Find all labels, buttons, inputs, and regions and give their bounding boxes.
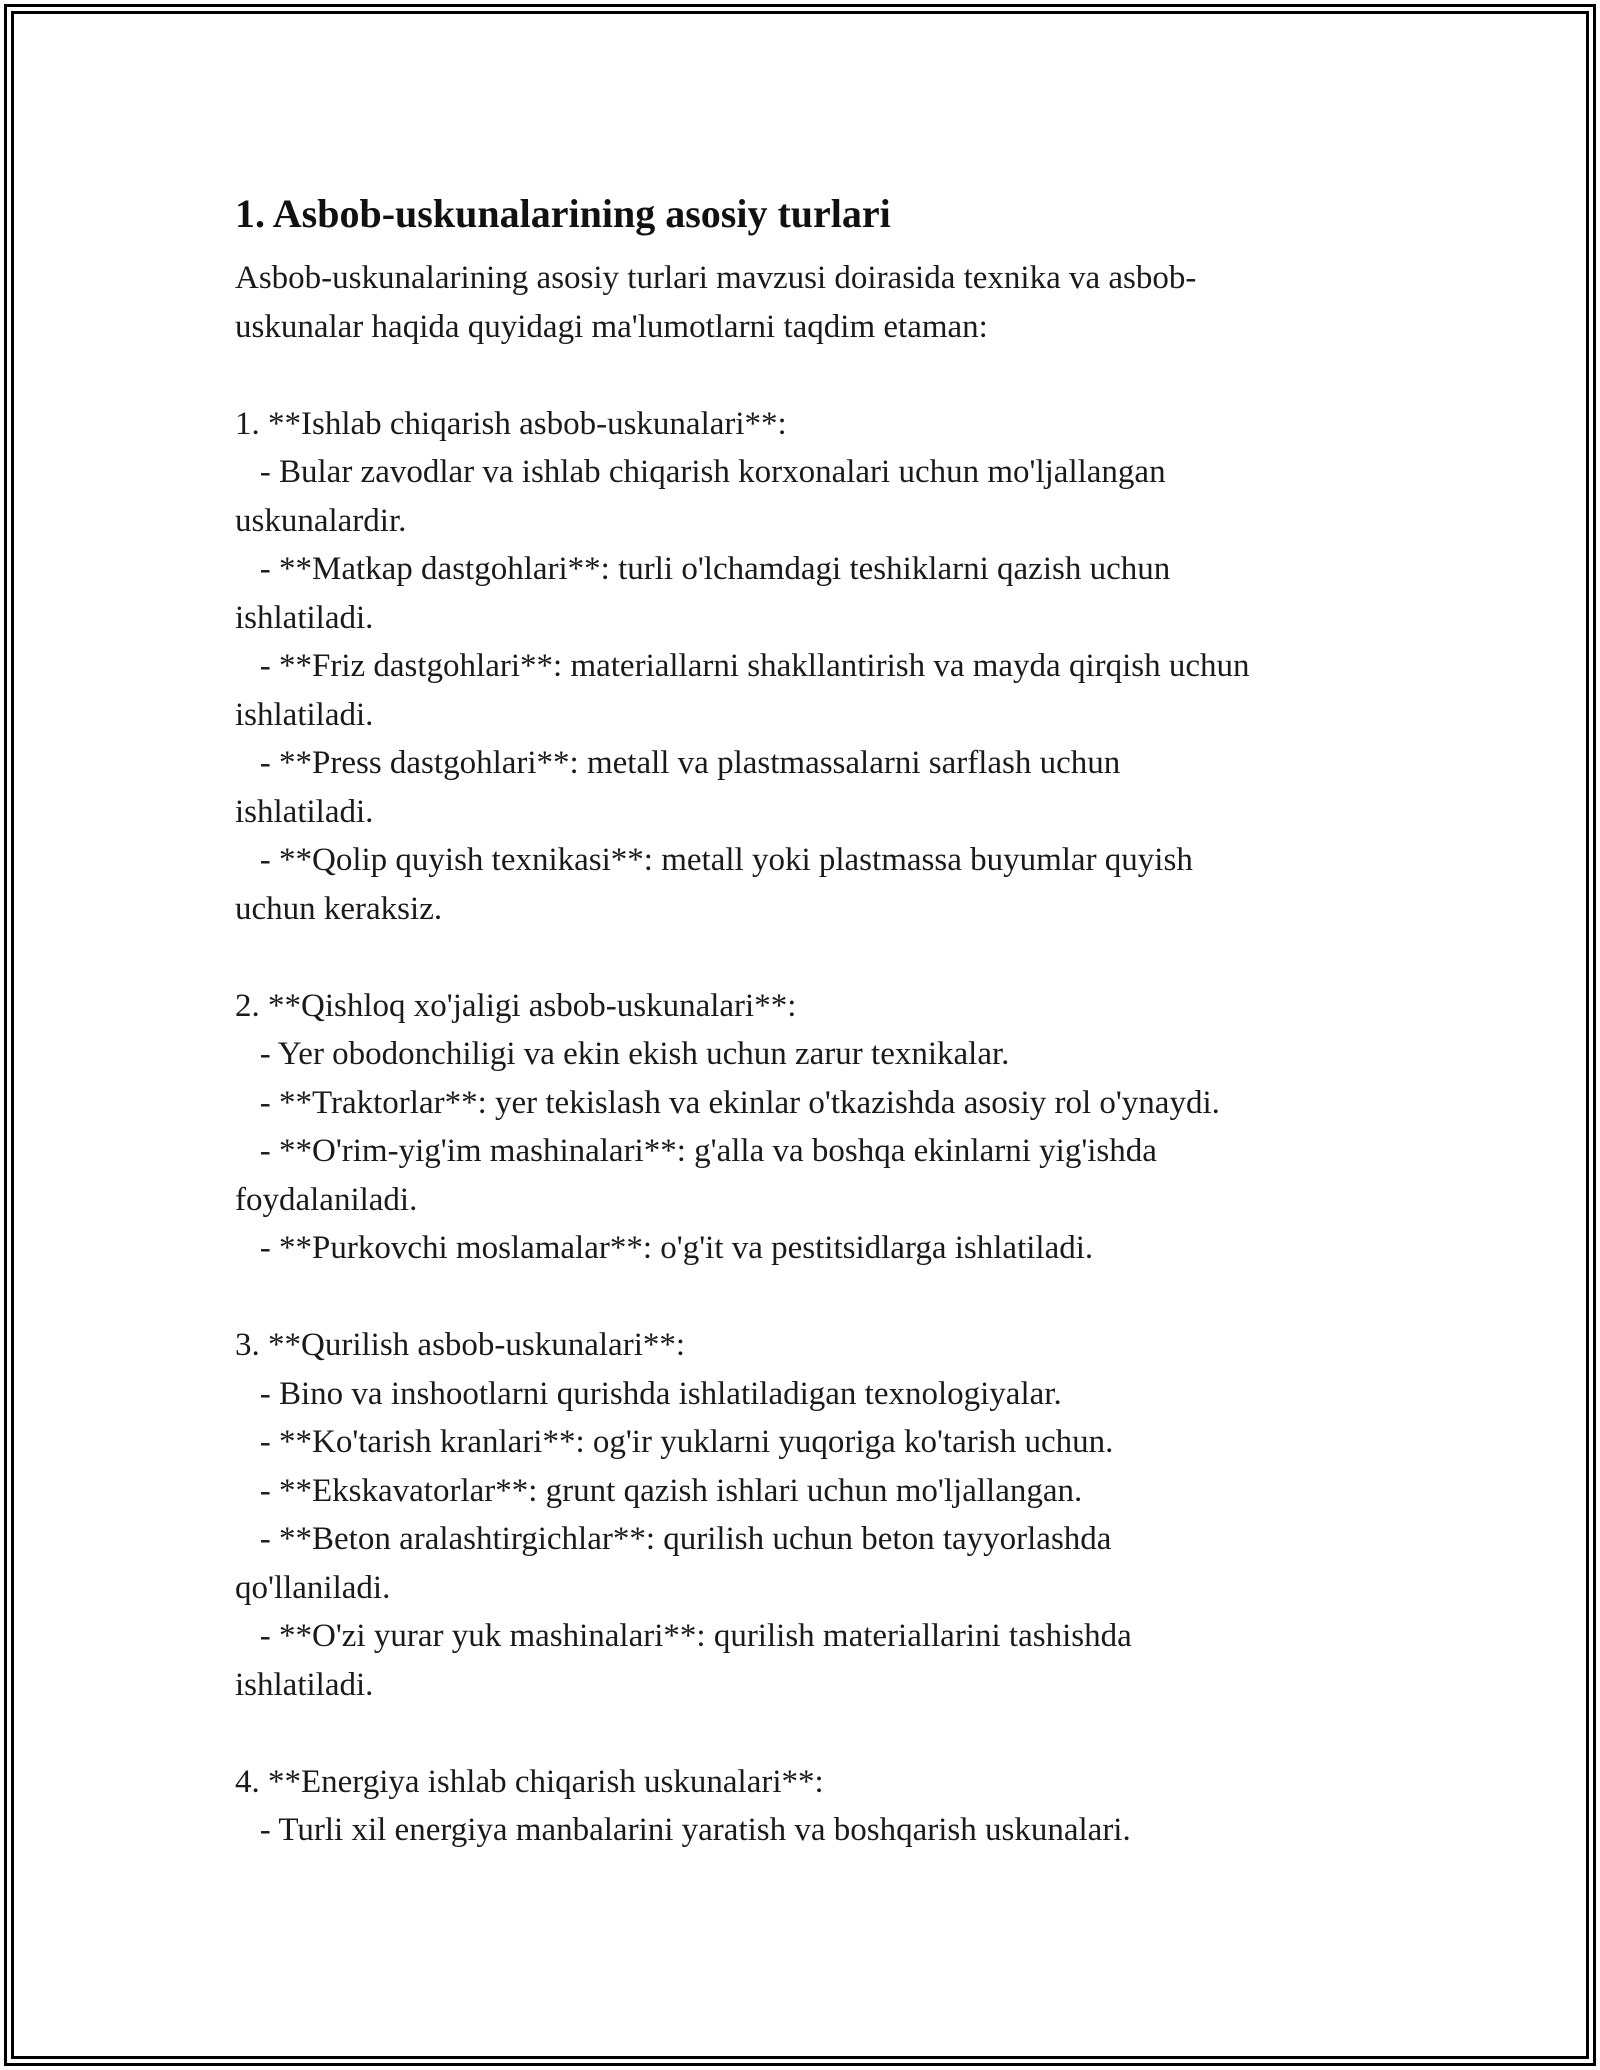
section-line: ishlatiladi. (235, 793, 374, 830)
section-construction (235, 1321, 1375, 1709)
intro-line: uskunalar haqida quyidagi ma'lumotlarni taqdim etaman: (235, 308, 988, 345)
section-manufacturing (235, 400, 1375, 934)
section-line: - **O'rim-yig'im mashinalari**: g'alla va boshqa ekinlarni yig'ishda (235, 1133, 1157, 1169)
intro-line: Asbob-uskunalarining asosiy turlari mavzusi doirasida texnika va asbob- (235, 260, 1197, 296)
section-line: - **Friz dastgohlari**: materiallarni shakllantirish va mayda qirqish uchun (235, 648, 1250, 684)
section-line: qo'llaniladi. (235, 1569, 391, 1606)
section-line: - **Ko'tarish kranlari**: og'ir yuklarni yuqoriga ko'tarish uchun. (235, 1424, 1114, 1460)
section-line: ishlatiladi. (235, 1666, 374, 1703)
paragraph-gap (235, 1273, 1375, 1322)
section-line: - **Purkovchi moslamalar**: o'g'it va pestitsidlarga ishlatiladi. (235, 1230, 1094, 1266)
intro-paragraph (235, 254, 1375, 351)
section-line: - Bino va inshootlarni qurishda ishlatiladigan texnologiyalar. (235, 1375, 1062, 1412)
section-title: 3. **Qurilish asbob-uskunalari**: (235, 1327, 686, 1363)
section-line: - Turli xil energiya manbalarini yaratish va boshqarish uskunalari. (235, 1812, 1131, 1848)
section-line: uchun keraksiz. (235, 890, 443, 927)
section-line: foydalaniladi. (235, 1181, 418, 1218)
section-title: 1. **Ishlab chiqarish asbob-uskunalari**: (235, 405, 787, 442)
section-line: - **Beton aralashtirgichlar**: qurilish uchun beton tayyorlashda (235, 1521, 1112, 1557)
paragraph-gap (235, 933, 1375, 982)
section-agriculture (235, 982, 1375, 1273)
paragraph-gap (235, 351, 1375, 400)
section-line: - **O'zi yurar yuk mashinalari**: qurilish materiallarini tashishda (235, 1618, 1132, 1654)
section-energy (235, 1758, 1375, 1855)
document-body (235, 188, 1375, 1855)
section-line: - **Matkap dastgohlari**: turli o'lchamdagi teshiklarni qazish uchun (235, 551, 1171, 587)
section-line: - **Press dastgohlari**: metall va plastmassalarni sarflash uchun (235, 745, 1121, 781)
section-line: - **Ekskavatorlar**: grunt qazish ishlari uchun mo'ljallangan. (235, 1472, 1083, 1509)
section-line: uskunalardir. (235, 502, 407, 539)
section-line: - **Traktorlar**: yer tekislash va ekinlar o'tkazishda asosiy rol o'ynaydi. (235, 1084, 1220, 1121)
paragraph-gap (235, 1709, 1375, 1758)
section-title: 2. **Qishloq xo'jaligi asbob-uskunalari**: (235, 987, 797, 1024)
section-line: ishlatiladi. (235, 599, 374, 636)
document-heading: 1. Asbob-uskunalarining asosiy turlari (235, 191, 891, 236)
section-line: ishlatiladi. (235, 696, 374, 733)
section-line: - Bular zavodlar va ishlab chiqarish korxonalari uchun mo'ljallangan (235, 454, 1166, 490)
section-title: 4. **Energiya ishlab chiqarish uskunalari**: (235, 1763, 824, 1800)
section-line: - **Qolip quyish texnikasi**: metall yoki plastmassa buyumlar quyish (235, 842, 1193, 878)
section-line: - Yer obodonchiligi va ekin ekish uchun zarur texnikalar. (235, 1036, 1010, 1072)
